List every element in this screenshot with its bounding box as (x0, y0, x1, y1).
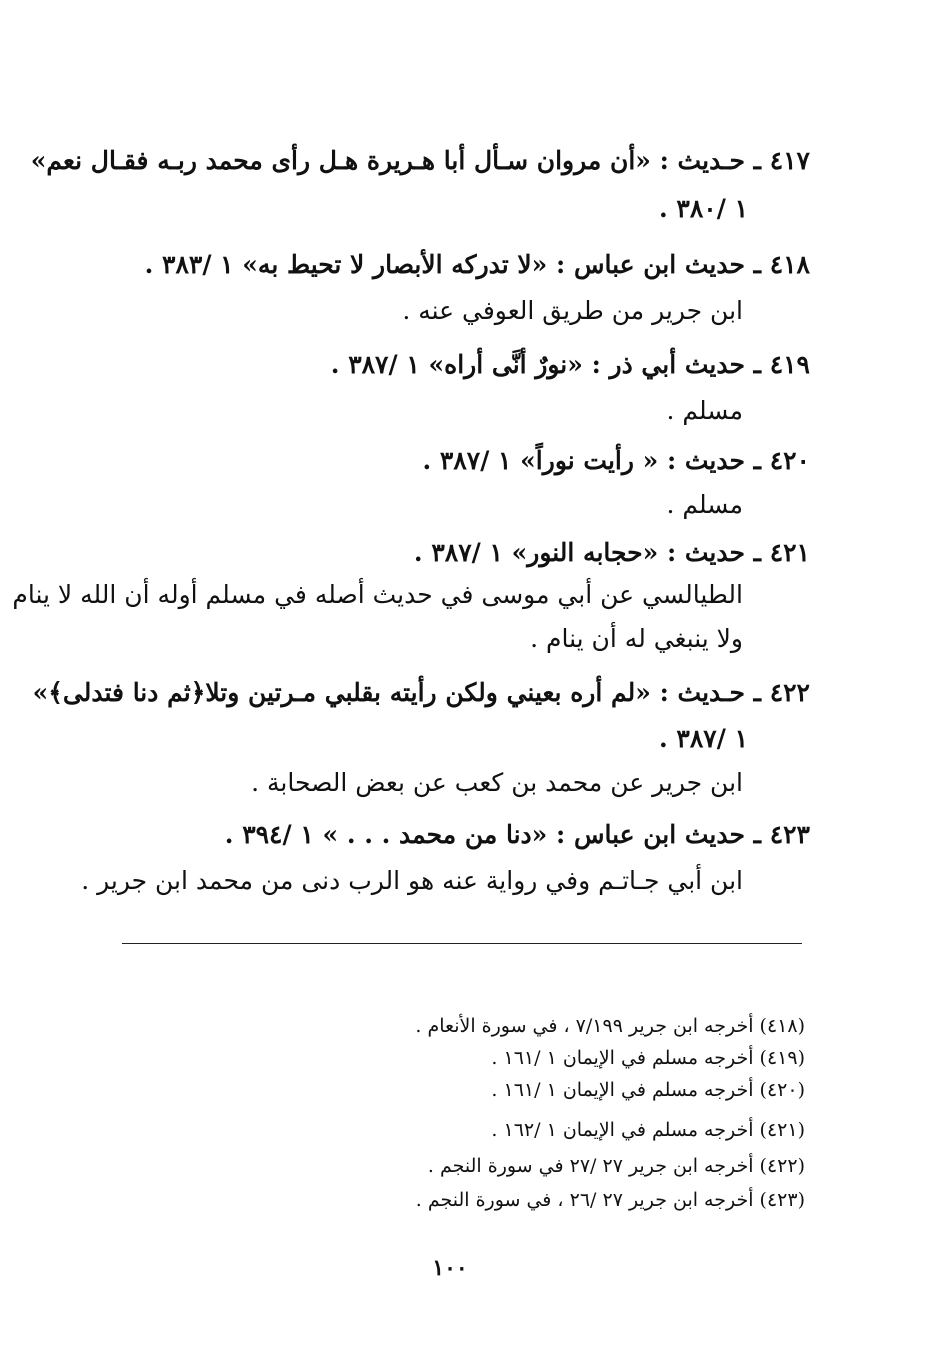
entry-418-heading: ٤١٨ ـ حديث ابن عباس : «لا تدركه الأبصار لا تحيط به» ١ /٣٨٣ . (144, 250, 810, 279)
entry-421-note-cont: ولا ينبغي له أن ينام . (530, 624, 743, 653)
entry-419-note: مسلم . (666, 396, 743, 425)
footnote-421: (٤٢١) أخرجه مسلم في الإيمان ١ /١٦٢ . (491, 1119, 805, 1141)
entry-421-heading: ٤٢١ ـ حديث : «حجابه النور» ١ /٣٨٧ . (413, 538, 810, 567)
footnote-418: (٤١٨) أخرجه ابن جرير ٧/١٩٩ ، في سورة الأنعام . (415, 1015, 805, 1037)
page-number: ١٠٠ (432, 1255, 468, 1281)
footnote-419: (٤١٩) أخرجه مسلم في الإيمان ١ /١٦١ . (491, 1047, 805, 1069)
entry-420-note: مسلم . (666, 490, 743, 519)
entry-422-heading-cont: ١ /٣٨٧ . (659, 724, 748, 753)
footnote-divider (122, 943, 802, 944)
entry-417-heading-cont: ١ /٣٨٠ . (659, 194, 748, 223)
entry-423-heading: ٤٢٣ ـ حديث ابن عباس : «دنا من محمد . . . » ١ /٣٩٤ . (224, 820, 810, 849)
entry-418-note: ابن جرير من طريق العوفي عنه . (402, 296, 743, 325)
entry-422-heading: ٤٢٢ ـ حـديث : «لم أره بعيني ولكن رأيته بقلبي مـرتين وتلا﴿ثم دنا فتدلى﴾» (32, 678, 810, 707)
entry-419-heading: ٤١٩ ـ حديث أبي ذر : «نورٌ أنَّى أراه» ١ /٣٨٧ . (330, 350, 810, 379)
entry-420-heading: ٤٢٠ ـ حديث : « رأيت نوراً» ١ /٣٨٧ . (422, 446, 810, 475)
entry-422-note: ابن جرير عن محمد بن كعب عن بعض الصحابة . (251, 768, 743, 797)
entry-423-note: ابن أبي جـاتـم وفي رواية عنه هو الرب دنى من محمد ابن جرير . (81, 866, 743, 895)
footnote-422: (٤٢٢) أخرجه ابن جرير ٢٧ /٢٧ في سورة النجم . (427, 1155, 805, 1177)
footnote-423: (٤٢٣) أخرجه ابن جرير ٢٧ /٢٦ ، في سورة النجم . (415, 1189, 805, 1211)
entry-417-heading: ٤١٧ ـ حـديث : «أن مروان سـأل أبا هـريرة هـل رأى محمد ربـه فقـال نعم» (30, 146, 810, 175)
entry-421-note: الطيالسي عن أبي موسى في حديث أصله في مسلم أوله أن الله لا ينام (12, 580, 743, 609)
footnote-420: (٤٢٠) أخرجه مسلم في الإيمان ١ /١٦١ . (491, 1079, 805, 1101)
